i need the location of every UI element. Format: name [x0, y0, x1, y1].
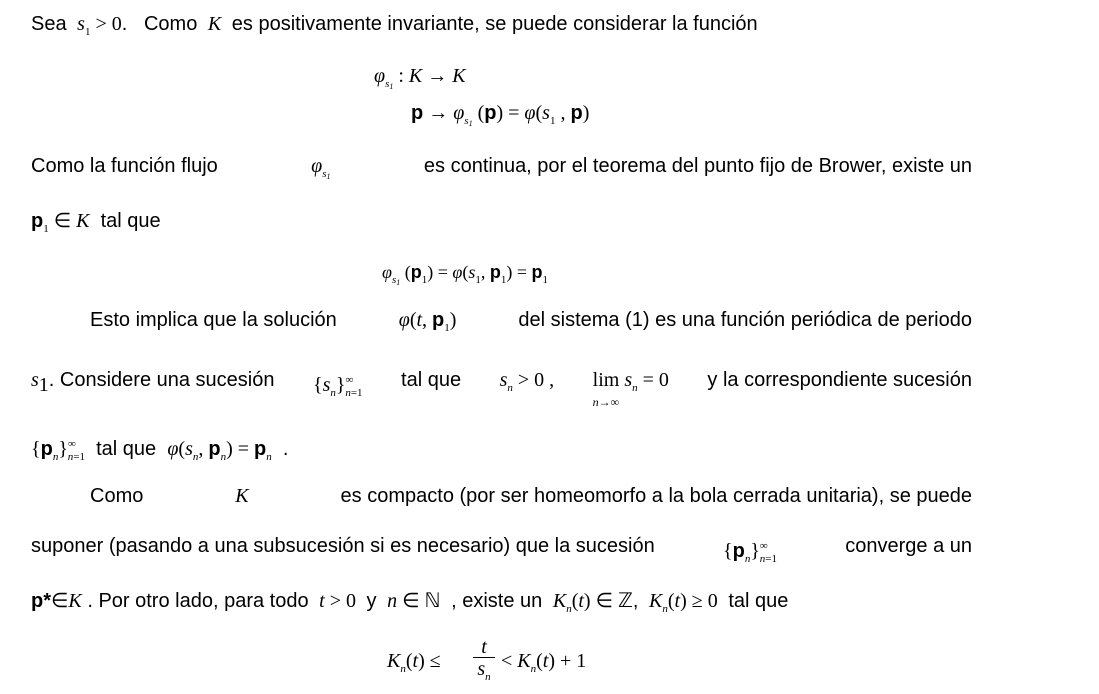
math-Kn-in-Z: $K_n(t)$ ∈ ℤ: [552, 590, 633, 615]
display-math-map-def: $p \to \varphi_{s_1}$ $(p) = \varphi(s_1$ , p): [411, 102, 590, 128]
text: Como: [90, 485, 144, 507]
line-2: [31, 154, 972, 189]
text: es continua, por el teorema del punto fijo de Brower, existe un: [423, 155, 972, 177]
line-1: Sea $s_1 > 0$. Como K es positivamente invariante, se puede considerar la función: [31, 13, 758, 38]
math-n-in-N: n ∈ ℕ: [387, 590, 446, 612]
math-seq-sn: $\{s_n\}^\infty_{n=1}$: [312, 374, 363, 399]
text: y la correspondiente sucesión: [707, 369, 972, 391]
math-pstar-in-K: p*∈K: [31, 590, 82, 612]
math-sn-positive: $s_n > 0$ ,: [499, 369, 555, 394]
text: es positivamente invariante, se puede considerar la función: [231, 13, 758, 35]
text: tal que: [401, 369, 462, 391]
line-4: [31, 308, 972, 340]
text: Sea: [31, 13, 67, 35]
text: Esto implica que la solución: [90, 309, 337, 331]
math-limit: $\lim s_n = 0$ n→∞: [592, 369, 669, 409]
math-seq-pn: $\{p_n\}^\infty_{n=1}$: [31, 438, 85, 463]
text: Como la función flujo: [31, 155, 218, 177]
text: . Por otro lado, para todo: [87, 590, 309, 612]
text: . Considere una sucesión: [48, 369, 275, 391]
math-phi-sn-pn: $\varphi(s_n$, $p_n) = p_n$: [167, 438, 272, 463]
text: .: [282, 438, 289, 460]
text: , existe un: [451, 590, 543, 612]
math-phi-t-p1: φ(t, $p_1$): [398, 309, 457, 334]
line-9: [31, 589, 788, 621]
text: converge a un: [845, 535, 972, 557]
line-8: [31, 534, 972, 571]
display-math-map: $\varphi_{s_1}$ : K → K: [374, 65, 466, 91]
math-s1-positive: $s_1 > 0$: [77, 13, 122, 38]
math-s1: s: [31, 369, 39, 391]
text: tal que: [100, 210, 161, 232]
math-t-positive: t > 0: [319, 590, 361, 612]
text: Como: [143, 13, 198, 35]
math-phi-s1: $\varphi_{s_1}$: [311, 155, 331, 181]
text: y: [366, 590, 377, 612]
line-6: [31, 432, 288, 469]
line-3: [31, 209, 161, 241]
text: ,: [632, 590, 639, 612]
text: del sistema (1) es una función periódica de periodo: [518, 309, 972, 331]
text: tal que: [96, 438, 157, 460]
math-K: K: [202, 13, 227, 35]
math-K: K: [235, 485, 249, 507]
math-Kn-nonneg: $K_n(t) \ge 0$: [649, 590, 723, 615]
text: tal que: [728, 590, 789, 612]
math-p1-in-K: $p_1$ ∈ K: [31, 210, 90, 235]
text: suponer (pasando a una subsucesión si es necesario) que la sucesión: [31, 535, 655, 557]
line-7: [31, 484, 972, 508]
display-math-fixed-point: $\varphi_{s_1}$ $(p_1) = \varphi(s_1$, $p_1) = p_1$: [382, 262, 549, 287]
math-seq-pn: $\{p_n\}^\infty_{n=1}$: [722, 540, 777, 565]
line-5: $s_1$. Considere una sucesión $\{s_n\}^\infty_{n=1}$ tal que $s_n > 0$ , $\lim s_n = 0$ n→∞ y la correspondiente sucesión: [31, 369, 972, 409]
text: es compacto (por ser homeomorfo a la bola cerrada unitaria), se puede: [340, 485, 972, 507]
